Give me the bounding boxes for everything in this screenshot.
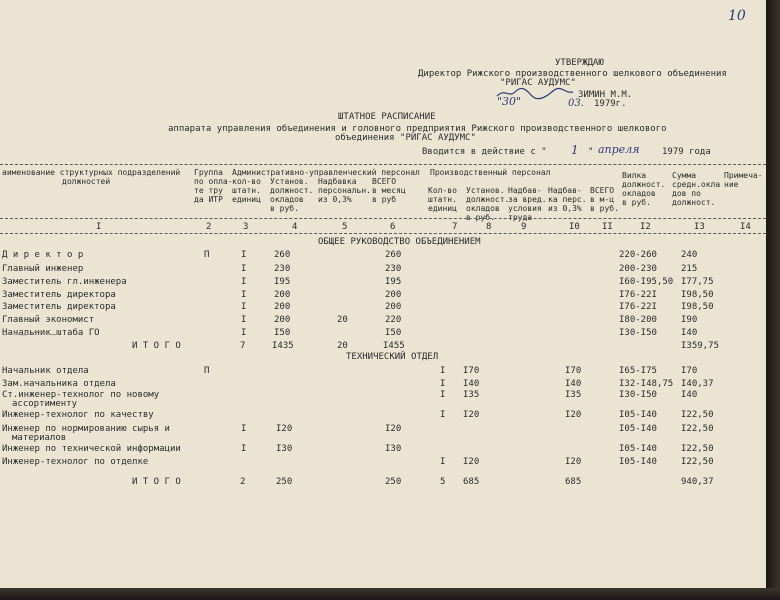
approval-signature-name: ЗИМИН М.М. bbox=[578, 90, 633, 100]
table-row bbox=[0, 302, 766, 314]
avg-salary: I77,75 bbox=[681, 277, 714, 287]
avg-salary: I90 bbox=[681, 315, 698, 325]
prod-total: I20 bbox=[565, 410, 582, 420]
table-row bbox=[0, 277, 766, 289]
salary-range: I60-I95,50 bbox=[619, 277, 674, 287]
effective-prefix: Вводится в действие с " bbox=[422, 147, 547, 157]
total-prod-qty: 5 bbox=[440, 477, 446, 487]
salary-range: I30-I50 bbox=[619, 328, 657, 338]
position-name: Инженер-технолог по отделке bbox=[2, 457, 149, 467]
table-row bbox=[0, 390, 766, 409]
colnum-12: I2 bbox=[640, 222, 651, 232]
total-qty: 2 bbox=[240, 477, 246, 487]
staff-qty: I bbox=[241, 444, 247, 454]
avg-salary: I40 bbox=[681, 328, 698, 338]
total-label: И Т О Г О bbox=[132, 341, 181, 351]
total-label: И Т О Г О bbox=[132, 477, 181, 487]
document-subtitle-1: аппарата управления объединения и головного предприятия Рижского производственного шелкового bbox=[168, 124, 667, 134]
position-name: Ст.инженер-технолог по новому bbox=[2, 390, 160, 400]
colnum-rule bbox=[0, 233, 766, 234]
effective-month: апреля bbox=[598, 143, 640, 156]
salary: I30 bbox=[276, 444, 293, 454]
header-col9: Надбав- за вред. условия труда bbox=[508, 186, 547, 222]
salary-range: 220-260 bbox=[619, 250, 657, 260]
header-col11: ВСЕГО в м-ц в руб. bbox=[590, 186, 619, 213]
colnum-4: 4 bbox=[292, 222, 298, 232]
total-sum: I455 bbox=[383, 341, 405, 351]
colnum-1: I bbox=[96, 222, 102, 232]
table-row bbox=[0, 444, 766, 456]
staff-qty: I bbox=[241, 264, 247, 274]
prod-salary: I20 bbox=[463, 410, 480, 420]
header-col12: Вилка должност. окладов в руб. bbox=[622, 171, 666, 207]
colnum-6: 6 bbox=[390, 222, 396, 232]
salary: 260 bbox=[274, 250, 291, 260]
header-col10: Надбав- ка перс. из 0,3% bbox=[548, 186, 587, 213]
salary: 200 bbox=[274, 315, 291, 325]
month-total: I95 bbox=[385, 277, 402, 287]
avg-salary: I22,50 bbox=[681, 457, 714, 467]
colnum-10: I0 bbox=[569, 222, 580, 232]
avg-salary: I40 bbox=[681, 390, 698, 400]
position-name: Начальник штаба ГО bbox=[2, 328, 100, 338]
faint-scribble bbox=[2, 329, 62, 339]
table-row bbox=[0, 250, 766, 262]
salary-range: I76-22I bbox=[619, 302, 657, 312]
staff-qty: I bbox=[241, 315, 247, 325]
salary-range: I30-I50 bbox=[619, 390, 657, 400]
pay-group: П bbox=[204, 250, 210, 260]
header-col5: Надбавка персональн. из 0,3% bbox=[318, 177, 371, 204]
prod-qty: I bbox=[440, 457, 446, 467]
total-avg: I359,75 bbox=[681, 341, 719, 351]
total-avg: 940,37 bbox=[681, 477, 714, 487]
approval-line2: "РИГАС АУДУМС" bbox=[500, 78, 576, 88]
header-col14: Примеча- ние bbox=[724, 171, 763, 189]
prod-qty: I bbox=[440, 379, 446, 389]
effective-suffix: 1979 года bbox=[662, 147, 711, 157]
position-name-cont: материалов bbox=[12, 433, 67, 443]
document-title: ШТАТНОЕ РАСПИСАНИЕ bbox=[338, 112, 436, 122]
colnum-13: I3 bbox=[694, 222, 705, 232]
approval-date-year: 1979г. bbox=[594, 99, 627, 109]
total-bonus: 20 bbox=[337, 341, 348, 351]
total-prod-sum: 685 bbox=[565, 477, 582, 487]
salary-range: 200-230 bbox=[619, 264, 657, 274]
scan-edge-bottom bbox=[0, 588, 780, 600]
header-group-production: Производственный персонал bbox=[430, 168, 551, 177]
header-bottom-rule bbox=[0, 218, 766, 219]
avg-salary: 240 bbox=[681, 250, 698, 260]
avg-salary: 215 bbox=[681, 264, 698, 274]
effective-day: 1 bbox=[571, 143, 579, 157]
effective-mid: " bbox=[588, 147, 594, 157]
position-name: Главный экономист bbox=[2, 315, 95, 325]
prod-total: I20 bbox=[565, 457, 582, 467]
total-salary: I435 bbox=[272, 341, 294, 351]
total-qty: 7 bbox=[240, 341, 246, 351]
salary: 230 bbox=[274, 264, 291, 274]
table-row bbox=[0, 264, 766, 276]
prod-qty: I bbox=[440, 366, 446, 376]
table-row bbox=[0, 424, 766, 443]
avg-salary: I22,50 bbox=[681, 410, 714, 420]
avg-salary: I98,50 bbox=[681, 302, 714, 312]
position-name-cont: ассортименту bbox=[12, 399, 78, 409]
colnum-2: 2 bbox=[206, 222, 212, 232]
header-top-rule bbox=[0, 164, 766, 165]
section1-title: ОБЩЕЕ РУКОВОДСТВО ОБЪЕДИНЕНИЕМ bbox=[318, 237, 481, 247]
prod-total: I70 bbox=[565, 366, 582, 376]
table-row bbox=[0, 315, 766, 327]
header-col13: Сумма средн.окла дов по должност. bbox=[672, 171, 721, 207]
approval-date-day: "30" bbox=[497, 95, 522, 108]
table-row bbox=[0, 457, 766, 469]
total-prod-salary: 685 bbox=[463, 477, 480, 487]
section2-total-row bbox=[0, 477, 766, 489]
position-name: Заместитель гл.инженера bbox=[2, 277, 127, 287]
header-col2: Группа по опла- те тру да ИТР bbox=[194, 168, 233, 204]
avg-salary: I22,50 bbox=[681, 444, 714, 454]
colnum-5: 5 bbox=[342, 222, 348, 232]
header-col4: Установ. должност. окладов в руб. bbox=[270, 177, 314, 213]
staff-qty: I bbox=[241, 290, 247, 300]
month-total: I20 bbox=[385, 424, 402, 434]
salary-range: I80-200 bbox=[619, 315, 657, 325]
header-col3: кол-во штатн. единиц bbox=[232, 177, 261, 204]
header-col1: аименование структурных подразделений должностей bbox=[2, 168, 181, 186]
position-name: Инженер по нормированию сырья и bbox=[2, 424, 170, 434]
colnum-14: I4 bbox=[740, 222, 751, 232]
prod-total: I35 bbox=[565, 390, 582, 400]
table-row bbox=[0, 366, 766, 378]
pay-group: П bbox=[204, 366, 210, 376]
header-group-admin: Административно-управленческий персонал bbox=[232, 168, 420, 177]
colnum-11: II bbox=[602, 222, 613, 232]
header-col7: Кол-во штатн. единиц bbox=[428, 186, 457, 213]
salary-range: I76-22I bbox=[619, 290, 657, 300]
salary-range: I32-I48,75 bbox=[619, 379, 674, 389]
table-row bbox=[0, 290, 766, 302]
total-salary: 250 bbox=[276, 477, 293, 487]
document-subtitle-2: объединения "РИГАС АУДУМС" bbox=[335, 133, 476, 143]
month-total: 220 bbox=[385, 315, 402, 325]
salary: I50 bbox=[274, 328, 291, 338]
month-total: 230 bbox=[385, 264, 402, 274]
position-name: Главный инженер bbox=[2, 264, 84, 274]
colnum-3: 3 bbox=[243, 222, 249, 232]
avg-salary: I70 bbox=[681, 366, 698, 376]
month-total: 200 bbox=[385, 302, 402, 312]
prod-total: I40 bbox=[565, 379, 582, 389]
table-row bbox=[0, 410, 766, 422]
position-name: Заместитель директора bbox=[2, 302, 116, 312]
position-name: Д и р е к т о р bbox=[2, 250, 84, 260]
colnum-8: 8 bbox=[486, 222, 492, 232]
prod-qty: I bbox=[440, 410, 446, 420]
page-number: 10 bbox=[728, 8, 746, 24]
salary-range: I05-I40 bbox=[619, 424, 657, 434]
salary-range: I05-I40 bbox=[619, 444, 657, 454]
salary-range: I05-I40 bbox=[619, 457, 657, 467]
position-name: Инженер по технической информации bbox=[2, 444, 181, 454]
salary-range: I05-I40 bbox=[619, 410, 657, 420]
bonus: 20 bbox=[337, 315, 348, 325]
staff-qty: I bbox=[241, 250, 247, 260]
position-name: Инженер-технолог по качеству bbox=[2, 410, 154, 420]
avg-salary: I22,50 bbox=[681, 424, 714, 434]
header-col8: Установ. должност. окладов в руб. bbox=[466, 186, 510, 222]
approval-title: УТВЕРЖДАЮ bbox=[555, 58, 604, 68]
avg-salary: I40,37 bbox=[681, 379, 714, 389]
position-name: Начальник отдела bbox=[2, 366, 89, 376]
staff-qty: I bbox=[241, 424, 247, 434]
position-name: Заместитель директора bbox=[2, 290, 116, 300]
table-row bbox=[0, 328, 766, 340]
month-total: I50 bbox=[385, 328, 402, 338]
staff-qty: I bbox=[241, 328, 247, 338]
approval-date-month: 03. bbox=[568, 98, 584, 109]
month-total: I30 bbox=[385, 444, 402, 454]
section2-title: ТЕХНИЧЕСКИЙ ОТДЕЛ bbox=[346, 352, 439, 362]
salary: 200 bbox=[274, 302, 291, 312]
staff-qty: I bbox=[241, 302, 247, 312]
salary: 200 bbox=[274, 290, 291, 300]
staff-qty: I bbox=[241, 277, 247, 287]
month-total: 200 bbox=[385, 290, 402, 300]
colnum-7: 7 bbox=[452, 222, 458, 232]
avg-salary: I98,50 bbox=[681, 290, 714, 300]
salary: I95 bbox=[274, 277, 291, 287]
month-total: 260 bbox=[385, 250, 402, 260]
prod-salary: I40 bbox=[463, 379, 480, 389]
prod-salary: I35 bbox=[463, 390, 480, 400]
prod-salary: I70 bbox=[463, 366, 480, 376]
prod-qty: I bbox=[440, 390, 446, 400]
salary-range: I65-I75 bbox=[619, 366, 657, 376]
colnum-9: 9 bbox=[521, 222, 527, 232]
position-name: Зам.начальника отдела bbox=[2, 379, 116, 389]
header-col6: ВСЕГО в месяц в руб bbox=[372, 177, 406, 204]
total-sum: 250 bbox=[385, 477, 402, 487]
salary: I20 bbox=[276, 424, 293, 434]
prod-salary: I20 bbox=[463, 457, 480, 467]
scan-edge-right bbox=[766, 0, 780, 600]
approval-line1: Директор Рижского производственного шелкового объединения bbox=[418, 69, 727, 79]
